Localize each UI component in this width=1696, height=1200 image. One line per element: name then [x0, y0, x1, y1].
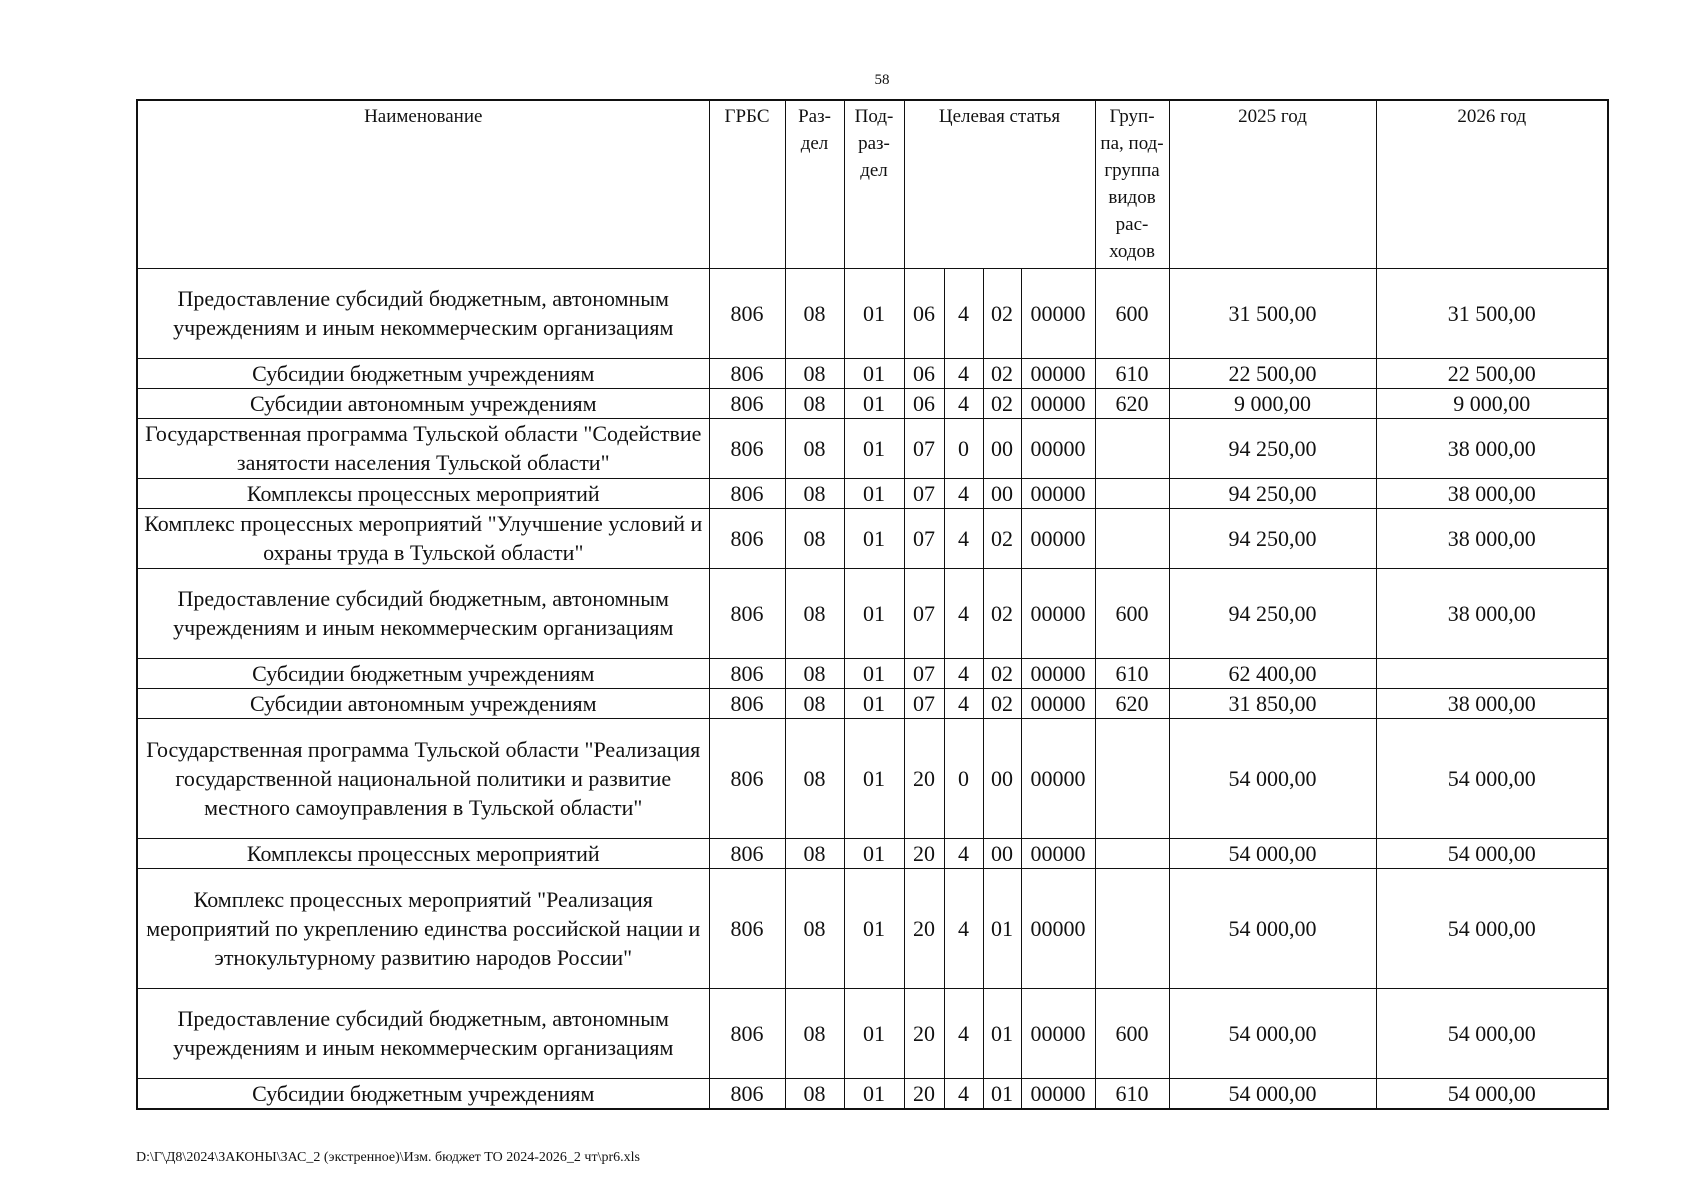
- row-target-type: 4: [944, 1078, 983, 1109]
- row-target-program: 06: [904, 388, 944, 418]
- row-razdel: 08: [785, 688, 844, 718]
- row-target-program: 20: [904, 718, 944, 838]
- row-grbs: 806: [709, 988, 785, 1078]
- row-target-direction: 00000: [1021, 838, 1095, 868]
- header-grbs: ГРБС: [709, 100, 785, 268]
- row-amount-2025: 54 000,00: [1169, 1078, 1376, 1109]
- row-target-type: 0: [944, 718, 983, 838]
- header-razdel: Раз- дел: [785, 100, 844, 268]
- row-target-program: 06: [904, 268, 944, 358]
- header-expense-group: Груп- па, под- группа видов рас- ходов: [1095, 100, 1169, 268]
- row-target-program: 06: [904, 358, 944, 388]
- row-target-subprogram: 02: [983, 568, 1021, 658]
- row-grbs: 806: [709, 508, 785, 568]
- row-amount-2025: 9 000,00: [1169, 388, 1376, 418]
- row-target-direction: 00000: [1021, 1078, 1095, 1109]
- row-target-subprogram: 01: [983, 988, 1021, 1078]
- row-grbs: 806: [709, 658, 785, 688]
- row-expense-group: [1095, 838, 1169, 868]
- row-amount-2026: 54 000,00: [1376, 1078, 1608, 1109]
- row-target-program: 20: [904, 838, 944, 868]
- row-expense-group: 620: [1095, 688, 1169, 718]
- row-target-program: 07: [904, 568, 944, 658]
- row-amount-2025: 54 000,00: [1169, 868, 1376, 988]
- row-grbs: 806: [709, 418, 785, 478]
- row-grbs: 806: [709, 688, 785, 718]
- row-podrazdel: 01: [844, 1078, 904, 1109]
- row-grbs: 806: [709, 568, 785, 658]
- row-target-subprogram: 00: [983, 418, 1021, 478]
- row-grbs: 806: [709, 478, 785, 508]
- header-year-2025: 2025 год: [1169, 100, 1376, 268]
- row-target-subprogram: 00: [983, 718, 1021, 838]
- row-expense-group: [1095, 718, 1169, 838]
- row-grbs: 806: [709, 388, 785, 418]
- header-target-article: Целевая статья: [904, 100, 1095, 268]
- row-razdel: 08: [785, 358, 844, 388]
- row-razdel: 08: [785, 418, 844, 478]
- row-podrazdel: 01: [844, 718, 904, 838]
- row-target-type: 0: [944, 418, 983, 478]
- row-target-type: 4: [944, 508, 983, 568]
- row-name: Субсидии бюджетным учреждениям: [137, 358, 709, 388]
- row-expense-group: 600: [1095, 988, 1169, 1078]
- row-target-direction: 00000: [1021, 658, 1095, 688]
- budget-table: [136, 99, 1609, 1110]
- row-expense-group: 600: [1095, 268, 1169, 358]
- row-amount-2025: 31 850,00: [1169, 688, 1376, 718]
- row-target-program: 20: [904, 868, 944, 988]
- row-target-direction: 00000: [1021, 988, 1095, 1078]
- row-grbs: 806: [709, 268, 785, 358]
- row-expense-group: [1095, 478, 1169, 508]
- row-podrazdel: 01: [844, 508, 904, 568]
- row-target-program: 07: [904, 418, 944, 478]
- row-amount-2026: 38 000,00: [1376, 688, 1608, 718]
- row-target-program: 07: [904, 658, 944, 688]
- row-target-subprogram: 02: [983, 688, 1021, 718]
- row-amount-2025: 54 000,00: [1169, 718, 1376, 838]
- row-amount-2026: 38 000,00: [1376, 508, 1608, 568]
- row-expense-group: [1095, 418, 1169, 478]
- row-name: Субсидии автономным учреждениям: [137, 388, 709, 418]
- row-amount-2025: 54 000,00: [1169, 988, 1376, 1078]
- row-grbs: 806: [709, 838, 785, 868]
- row-razdel: 08: [785, 388, 844, 418]
- row-expense-group: 610: [1095, 358, 1169, 388]
- row-grbs: 806: [709, 1078, 785, 1109]
- row-amount-2026: 54 000,00: [1376, 988, 1608, 1078]
- row-target-direction: 00000: [1021, 508, 1095, 568]
- page-number: 58: [874, 72, 890, 88]
- row-target-subprogram: 02: [983, 358, 1021, 388]
- row-amount-2026: 54 000,00: [1376, 718, 1608, 838]
- table-row: [137, 1078, 1608, 1109]
- row-amount-2025: 94 250,00: [1169, 418, 1376, 478]
- row-name: Предоставление субсидий бюджетным, автономным учреждениям и иным некоммерческим организациям: [137, 568, 709, 658]
- row-target-type: 4: [944, 838, 983, 868]
- row-target-subprogram: 02: [983, 508, 1021, 568]
- row-podrazdel: 01: [844, 658, 904, 688]
- row-podrazdel: 01: [844, 358, 904, 388]
- row-grbs: 806: [709, 718, 785, 838]
- row-expense-group: [1095, 868, 1169, 988]
- row-razdel: 08: [785, 658, 844, 688]
- row-name: Субсидии автономным учреждениям: [137, 688, 709, 718]
- row-target-type: 4: [944, 388, 983, 418]
- row-razdel: 08: [785, 838, 844, 868]
- row-target-subprogram: 01: [983, 868, 1021, 988]
- row-amount-2026: 38 000,00: [1376, 478, 1608, 508]
- row-target-type: 4: [944, 688, 983, 718]
- table-row: [137, 688, 1608, 718]
- row-expense-group: 610: [1095, 1078, 1169, 1109]
- row-podrazdel: 01: [844, 268, 904, 358]
- table-row: [137, 838, 1608, 868]
- row-target-subprogram: 02: [983, 388, 1021, 418]
- row-razdel: 08: [785, 988, 844, 1078]
- row-razdel: 08: [785, 508, 844, 568]
- row-amount-2025: 22 500,00: [1169, 358, 1376, 388]
- row-target-direction: 00000: [1021, 388, 1095, 418]
- row-name: Комплекс процессных мероприятий "Реализация мероприятий по укреплению единства российской нации и этнокультурному развитию народов России": [137, 868, 709, 988]
- row-expense-group: 600: [1095, 568, 1169, 658]
- table-row: [137, 478, 1608, 508]
- row-podrazdel: 01: [844, 418, 904, 478]
- row-target-type: 4: [944, 868, 983, 988]
- row-amount-2026: 38 000,00: [1376, 418, 1608, 478]
- row-target-type: 4: [944, 988, 983, 1078]
- row-target-direction: 00000: [1021, 688, 1095, 718]
- row-target-direction: 00000: [1021, 868, 1095, 988]
- header-podrazdel: Под- раз- дел: [844, 100, 904, 268]
- header-year-2026: 2026 год: [1376, 100, 1608, 268]
- table-row: [137, 418, 1608, 478]
- row-razdel: 08: [785, 868, 844, 988]
- row-podrazdel: 01: [844, 478, 904, 508]
- row-name: Субсидии бюджетным учреждениям: [137, 658, 709, 688]
- row-target-direction: 00000: [1021, 418, 1095, 478]
- row-target-type: 4: [944, 268, 983, 358]
- table-row: [137, 658, 1608, 688]
- row-amount-2026: 54 000,00: [1376, 868, 1608, 988]
- row-amount-2025: 62 400,00: [1169, 658, 1376, 688]
- row-target-subprogram: 01: [983, 1078, 1021, 1109]
- row-target-direction: 00000: [1021, 358, 1095, 388]
- row-target-subprogram: 02: [983, 658, 1021, 688]
- row-target-type: 4: [944, 658, 983, 688]
- footer-file-path: D:\Г\Д8\2024\ЗАКОНЫ\ЗАС_2 (экстренное)\Изм. бюджет ТО 2024-2026_2 чт\pr6.xls: [136, 1150, 640, 1165]
- row-target-direction: 00000: [1021, 718, 1095, 838]
- row-target-direction: 00000: [1021, 478, 1095, 508]
- row-amount-2025: 94 250,00: [1169, 568, 1376, 658]
- row-podrazdel: 01: [844, 688, 904, 718]
- row-razdel: 08: [785, 478, 844, 508]
- row-target-program: 07: [904, 688, 944, 718]
- row-target-program: 07: [904, 508, 944, 568]
- row-podrazdel: 01: [844, 988, 904, 1078]
- row-target-subprogram: 00: [983, 478, 1021, 508]
- row-target-subprogram: 00: [983, 838, 1021, 868]
- row-name: Государственная программа Тульской области "Реализация государственной национальной политики и развитие местного самоуправления в Тульской области": [137, 718, 709, 838]
- row-target-subprogram: 02: [983, 268, 1021, 358]
- row-amount-2026: 38 000,00: [1376, 568, 1608, 658]
- row-razdel: 08: [785, 1078, 844, 1109]
- row-name: Предоставление субсидий бюджетным, автономным учреждениям и иным некоммерческим организациям: [137, 988, 709, 1078]
- header-name: Наименование: [137, 100, 709, 268]
- row-amount-2026: 22 500,00: [1376, 358, 1608, 388]
- row-target-program: 20: [904, 988, 944, 1078]
- row-podrazdel: 01: [844, 868, 904, 988]
- row-amount-2026: 31 500,00: [1376, 268, 1608, 358]
- row-amount-2025: 94 250,00: [1169, 478, 1376, 508]
- row-grbs: 806: [709, 358, 785, 388]
- table-row: [137, 718, 1608, 838]
- row-target-type: 4: [944, 478, 983, 508]
- row-grbs: 806: [709, 868, 785, 988]
- table-header-row: [137, 100, 1608, 268]
- row-amount-2025: 31 500,00: [1169, 268, 1376, 358]
- table-row: [137, 388, 1608, 418]
- row-target-program: 07: [904, 478, 944, 508]
- table-row: [137, 988, 1608, 1078]
- table-row: [137, 268, 1608, 358]
- row-name: Комплексы процессных мероприятий: [137, 478, 709, 508]
- row-target-direction: 00000: [1021, 268, 1095, 358]
- row-amount-2026: 9 000,00: [1376, 388, 1608, 418]
- row-name: Субсидии бюджетным учреждениям: [137, 1078, 709, 1109]
- row-amount-2026: [1376, 658, 1608, 688]
- row-razdel: 08: [785, 568, 844, 658]
- table-row: [137, 508, 1608, 568]
- row-name: Комплексы процессных мероприятий: [137, 838, 709, 868]
- table-row: [137, 568, 1608, 658]
- row-razdel: 08: [785, 718, 844, 838]
- row-razdel: 08: [785, 268, 844, 358]
- row-amount-2026: 54 000,00: [1376, 838, 1608, 868]
- row-name: Предоставление субсидий бюджетным, автономным учреждениям и иным некоммерческим организациям: [137, 268, 709, 358]
- row-podrazdel: 01: [844, 388, 904, 418]
- row-expense-group: 620: [1095, 388, 1169, 418]
- row-amount-2025: 54 000,00: [1169, 838, 1376, 868]
- table-row: [137, 868, 1608, 988]
- row-amount-2025: 94 250,00: [1169, 508, 1376, 568]
- row-target-type: 4: [944, 568, 983, 658]
- row-target-program: 20: [904, 1078, 944, 1109]
- row-podrazdel: 01: [844, 838, 904, 868]
- row-target-direction: 00000: [1021, 568, 1095, 658]
- row-podrazdel: 01: [844, 568, 904, 658]
- row-name: Государственная программа Тульской области "Содействие занятости населения Тульской области": [137, 418, 709, 478]
- row-target-type: 4: [944, 358, 983, 388]
- row-name: Комплекс процессных мероприятий "Улучшение условий и охраны труда в Тульской области": [137, 508, 709, 568]
- row-expense-group: [1095, 508, 1169, 568]
- row-expense-group: 610: [1095, 658, 1169, 688]
- table-row: [137, 358, 1608, 388]
